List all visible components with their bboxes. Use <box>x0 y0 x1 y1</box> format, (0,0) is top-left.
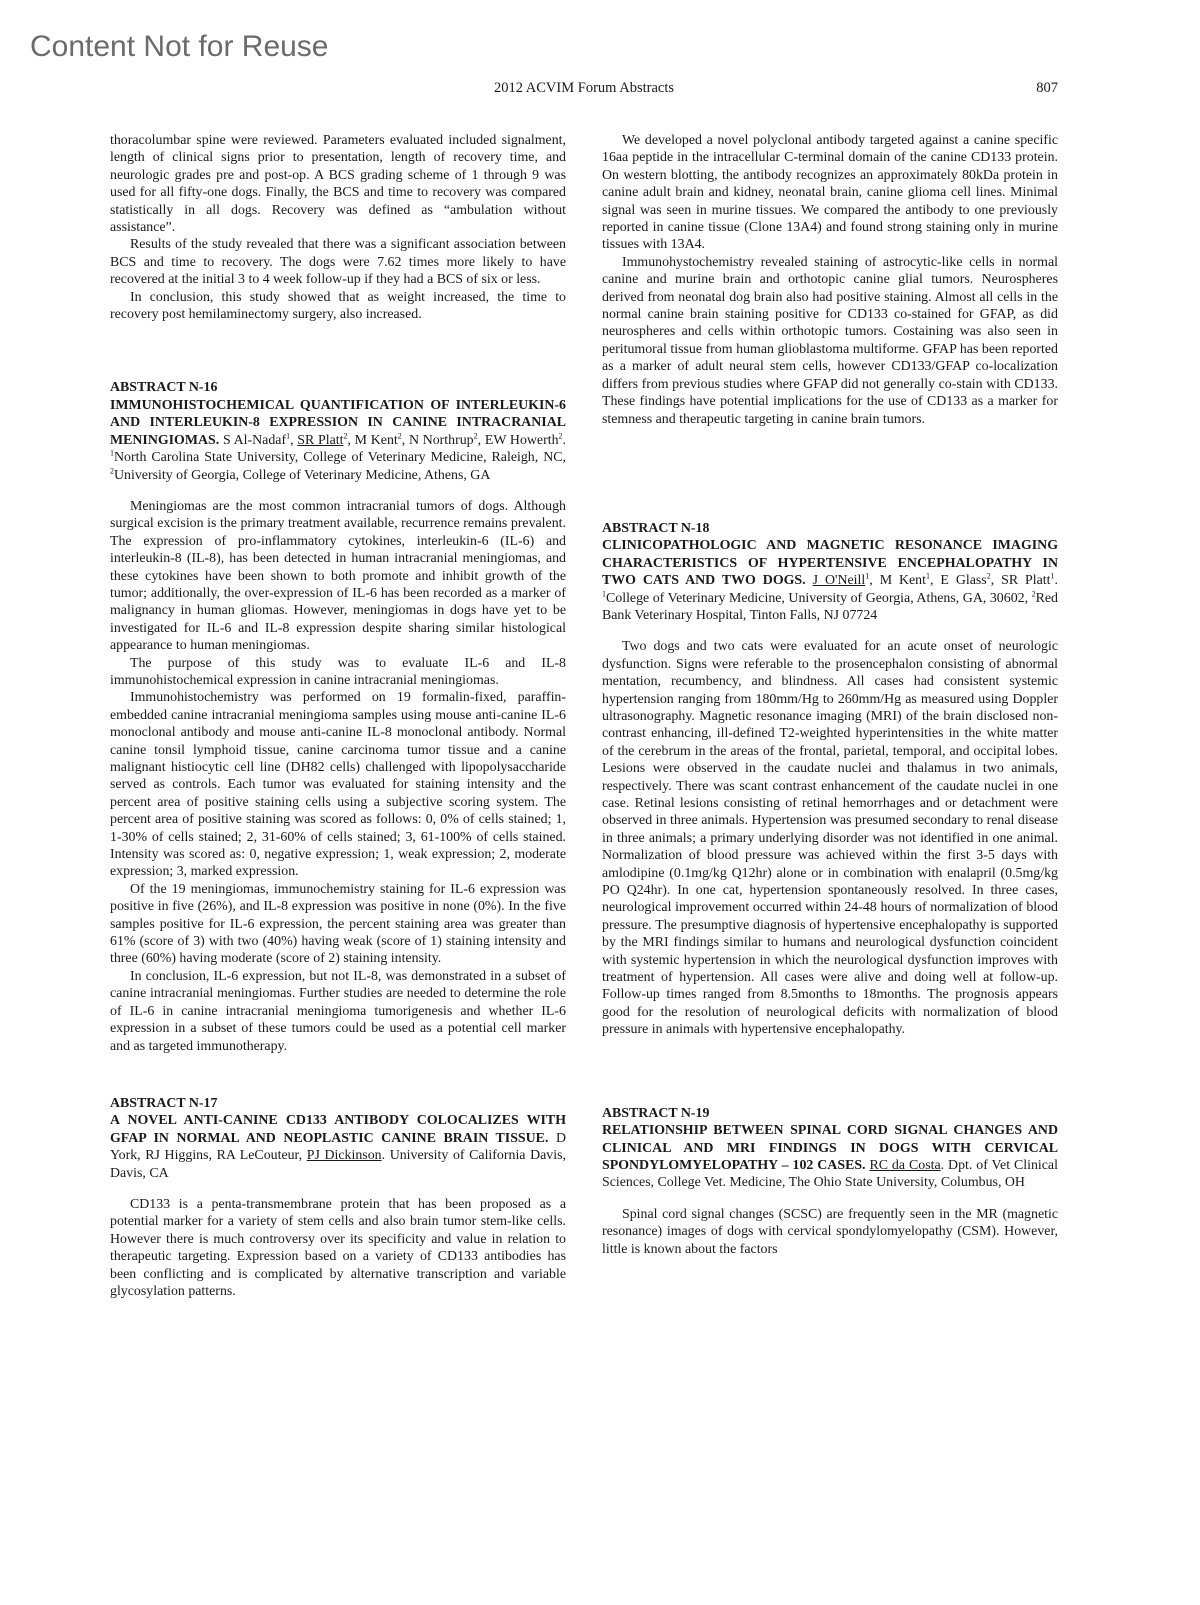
affiliation: North Carolina State University, College of Veterinary Medicine, Raleigh, NC, <box>114 450 566 466</box>
page-number: 807 <box>1036 80 1058 96</box>
paragraph: We developed a novel polyclonal antibody targeted against a canine specific 16aa peptide in the intracellular C-terminal domain of the canine CD133 protein. On western blotting, the antibody recognizes an approximately 80kDa protein in canine adult brain and kidney, neonatal brain, canine glioma cell lines. Minimal signal was seen in murine tissues. We compared the antibody to one previously reported in canine tissue (Clone 13A4) and found strong staining only in murine tissues with 13A4. <box>602 133 1058 253</box>
abstract-label: ABSTRACT N-19 <box>602 1105 710 1121</box>
author: S Al-Nadaf <box>222 432 287 448</box>
affiliation: University of Georgia, College of Veterinary Medicine, Athens, GA <box>114 467 491 483</box>
presenting-author: SR Platt <box>297 432 344 448</box>
right-column <box>602 132 1058 1258</box>
affiliation: College of Veterinary Medicine, University of Georgia, Athens, GA, 30602, <box>606 590 1029 606</box>
authors: D York, RJ Higgins, RA LeCouteur, <box>110 1130 566 1164</box>
abstract-heading <box>602 1122 1058 1192</box>
paragraph: The purpose of this study was to evaluate IL-6 and IL-8 immunohistochemical expression in canine intracranial meningiomas. <box>110 655 566 688</box>
left-column <box>110 132 566 1300</box>
affiliation: . Dpt. of Vet Clinical Sciences, College Vet. Medicine, The Ohio State University, Columbus, OH <box>602 1157 1058 1191</box>
paragraph: In conclusion, IL-6 expression, but not IL-8, was demonstrated in a subset of canine intracranial meningiomas. Further studies are needed to determine the role of IL-6 in canine intracranial meningioma tumorigenesis and whether IL-6 expression in a subset of these tumors could be used as a potential cell marker and as targeted immunotherapy. <box>110 968 566 1054</box>
author: SR Platt <box>1001 573 1051 589</box>
abstract-title: IMMUNOHISTOCHEMICAL QUANTIFICATION OF INTERLEUKIN-6 AND INTERLEUKIN-8 EXPRESSION IN CANINE INTRACRANIAL MENINGIOMAS. <box>110 397 566 448</box>
paragraph: Immunohystochemistry revealed staining of astrocytic-like cells in normal canine and murine brain and orthotopic canine glial tumors. Neurospheres derived from neonatal dog brain also had positive staining. Almost all cells in the normal canine brain staining positive for CD133 co-stained for GFAP, as did neurospheres and cells within orthotopic tumors. Costaining was also seen in peritumoral tissue from human glioblastoma multiforme. GFAP has been reported as a marker of adult neural stem cells, however CD133/GFAP co-localization differs from previous studies where GFAP did not generally co-stain with CD133. These findings have potential implications for the use of CD133 as a marker for stemness and therapeutic targeting in canine brain tumors. <box>602 254 1058 427</box>
abstract-label: ABSTRACT N-17 <box>110 1095 218 1111</box>
paragraph: Of the 19 meningiomas, immunochemistry staining for IL-6 expression was positive in five (26%), and IL-8 expression was positive in none (0%). In the five samples positive for IL-6 expression, the percent staining area was greater than 61% (score of 3) with two (40%) having weak (score of 1) staining intensity and three (60%) having moderate (score of 2) staining intensity. <box>110 881 566 967</box>
abstract-title: A NOVEL ANTI-CANINE CD133 ANTIBODY COLOCALIZES WITH GFAP IN NORMAL AND NEOPLASTIC CANINE BRAIN TISSUE. <box>110 1113 566 1146</box>
abstract-n17 <box>110 1095 566 1300</box>
abstract-label: ABSTRACT N-16 <box>110 380 218 396</box>
author: EW Howerth <box>484 432 559 448</box>
abstract-n18 <box>602 520 1058 1039</box>
abstract-title: RELATIONSHIP BETWEEN SPINAL CORD SIGNAL CHANGES AND CLINICAL AND MRI FINDINGS IN DOGS WITH CERVICAL SPONDYLOMYELOPATHY – 102 CASES. <box>602 1123 1058 1173</box>
paragraph: thoracolumbar spine were reviewed. Parameters evaluated included signalment, length of clinical signs prior to presentation, length of recovery time, and neurologic grades pre and post-op. A BCS grading scheme of 1 through 9 was used for all fifty-one dogs. Finally, the BCS and time to recovery was compared statistically in all dogs. Recovery was defined as “ambulation without assistance”. <box>110 133 566 236</box>
abstract-heading <box>110 1112 566 1182</box>
abstract-title: CLINICOPATHOLOGIC AND MAGNETIC RESONANCE IMAGING CHARACTERISTICS OF HYPERTENSIVE ENCEPHALOPATHY IN TWO CATS AND TWO DOGS. <box>602 538 1058 589</box>
affiliation: . University of California Davis, Davis, CA <box>110 1148 566 1181</box>
paragraph: Two dogs and two cats were evaluated for an acute onset of neurologic dysfunction. Signs were referable to the prosencephalon consisting of abnormal mentation, recumbency, and blindness. All cases had consistent systemic hypertension ranging from 180mm/Hg to 260mm/Hg as measured using Doppler ultrasonography. Magnetic resonance imaging (MRI) of the brain disclosed non-contrast enhancing, ill-defined T2-weighted hyperintensities in the white matter of the cerebrum in the areas of the frontal, parietal, temporal, and occipital lobes. Lesions were observed in the caudate nuclei and thalamus in two animals, respectively. There was scant contrast enhancement of the caudate nuclei in one case. Retinal lesions consisting of retinal hemorrhages and or detachment were observed in three animals. Hypertension was presumed secondary to renal disease in three animals; a primary underlying disorder was not identified in one animal. Normalization of blood pressure was achieved within the first 3-5 days with amlodipine (0.1mg/kg Q12hr) alone or in combination with enalapril (0.5mg/kg PO Q24hr). In one cat, hypertension spontaneously resolved. In three cases, neurological improvement occurred within 24-48 hours of normalization of blood pressure. The presumptive diagnosis of hypertensive encephalopathy is supported by the MRI findings similar to humans and neurological dysfunction coincident with systemic hypertension in which the neurological dysfunction improves with treatment of hypertension. All cases were alive and doing well at follow-up. Follow-up times ranged from 8.5months to 18months. The prognosis appears good for the resolution of neurological deficits with normalization of blood pressure in animals with hypertensive encephalopathy. <box>602 639 1058 1038</box>
abstract-n16 <box>110 379 566 1054</box>
running-head <box>110 80 1058 100</box>
paragraph: Meningiomas are the most common intracranial tumors of dogs. Although surgical excision is the primary treatment available, recurrence remains prevalent. The expression of pro-inflammatory cytokines, interleukin-6 (IL-6) and interleukin-8 (IL-8), has been detected in human intracranial meningiomas, and these cytokines have been shown to both promote and inhibit growth of the tumor; additionally, the over-expression of IL-6 has been recorded as a marker of malignancy in human gliomas. However, meningiomas in dogs have yet to be investigated for IL-6 and IL-8 expression despite sharing similar histological appearance to human meningiomas. <box>110 498 566 654</box>
author: E Glass <box>940 573 987 589</box>
presenting-author: J O'Neill <box>812 573 866 589</box>
author: M Kent <box>354 432 398 448</box>
abstract-heading: CLINICOPATHOLOGIC AND MAGNETIC RESONANCE IMAGING CHARACTERISTICS OF HYPERTENSIVE ENCEPHALOPATHY IN TWO CATS AND TWO DOGS. J O'Neill$^1$, M Kent$^1$, E Glass$^2$, SR Platt$^1$. $^1$College of Veterinary Medicine, University of Georgia, Athens, GA, 30602, $^2$Red Bank Veterinary Hospital, Tinton Falls, NJ 07724 <box>602 538 1059 623</box>
paragraph: Immunohistochemistry was performed on 19 formalin-fixed, paraffin-embedded canine intracranial meningioma samples using mouse anti-canine IL-6 monoclonal antibody and mouse anti-canine IL-8 monoclonal antibody. Normal canine tonsil lymphoid tissue, canine carcinoma tumor tissue and a canine malignant histiocytic cell line (DH82 cells) challenged with lipopolysaccharide served as controls. Each tumor was evaluated for staining intensity and the percent area of positive staining cells using a subjective scoring system. The percent area of positive staining was scored as follows: 0, 0% of cells stained; 1, 1-30% of cells stained; 2, 31-60% of cells stained; 3, 61-100% of cells stained. Intensity was scored as: 0, negative expression; 1, weak expression; 2, moderate expression; 3, marked expression. <box>110 690 566 880</box>
abstract-heading: IMMUNOHISTOCHEMICAL QUANTIFICATION OF INTERLEUKIN-6 AND INTERLEUKIN-8 EXPRESSION IN CANINE INTRACRANIAL MENINGIOMAS. S Al-Nadaf$^1$, SR Platt$^2$, M Kent$^2$, N Northrup$^2$, EW Howerth$^2$. $^1$North Carolina State University, College of Veterinary Medicine, Raleigh, NC, $^2$University of Georgia, College of Veterinary Medicine, Athens, GA <box>110 397 566 483</box>
paragraph: Results of the study revealed that there was a significant association between BCS and time to recovery. The dogs were 7.62 times more likely to have recovered at the initial 3 to 4 week follow-up if they had a BCS of six or less. <box>110 237 566 288</box>
abstract-n19 <box>602 1105 1058 1258</box>
paragraph: CD133 is a penta-transmembrane protein that has been proposed as a potential marker for a variety of stem cells and also brain tumor stem-like cells. However there is much controversy over its specificity and value in relation to therapeutic targeting. Expression based on a variety of CD133 antibodies has been conflicting and is complicated by alternative transcription and variable glycosylation patterns. <box>110 1196 566 1299</box>
affiliation: Red Bank Veterinary Hospital, Tinton Falls, NJ 07724 <box>602 590 1058 623</box>
author: M Kent <box>879 573 926 589</box>
journal-title: 2012 ACVIM Forum Abstracts <box>493 80 675 96</box>
presenting-author: PJ Dickinson <box>306 1148 382 1164</box>
paragraph: In conclusion, this study showed that as weight increased, the time to recovery post hemilaminectomy surgery, also increased. <box>110 289 566 323</box>
abstract-label: ABSTRACT N-18 <box>602 520 710 536</box>
author: N Northrup <box>408 432 474 448</box>
paragraph: Spinal cord signal changes (SCSC) are frequently seen in the MR (magnetic resonance) images of dogs with cervical spondylomyelopathy (CSM). However, little is known about the factors <box>602 1206 1058 1257</box>
presenting-author: RC da Costa <box>869 1157 941 1173</box>
watermark: Content Not for Reuse <box>30 30 329 63</box>
